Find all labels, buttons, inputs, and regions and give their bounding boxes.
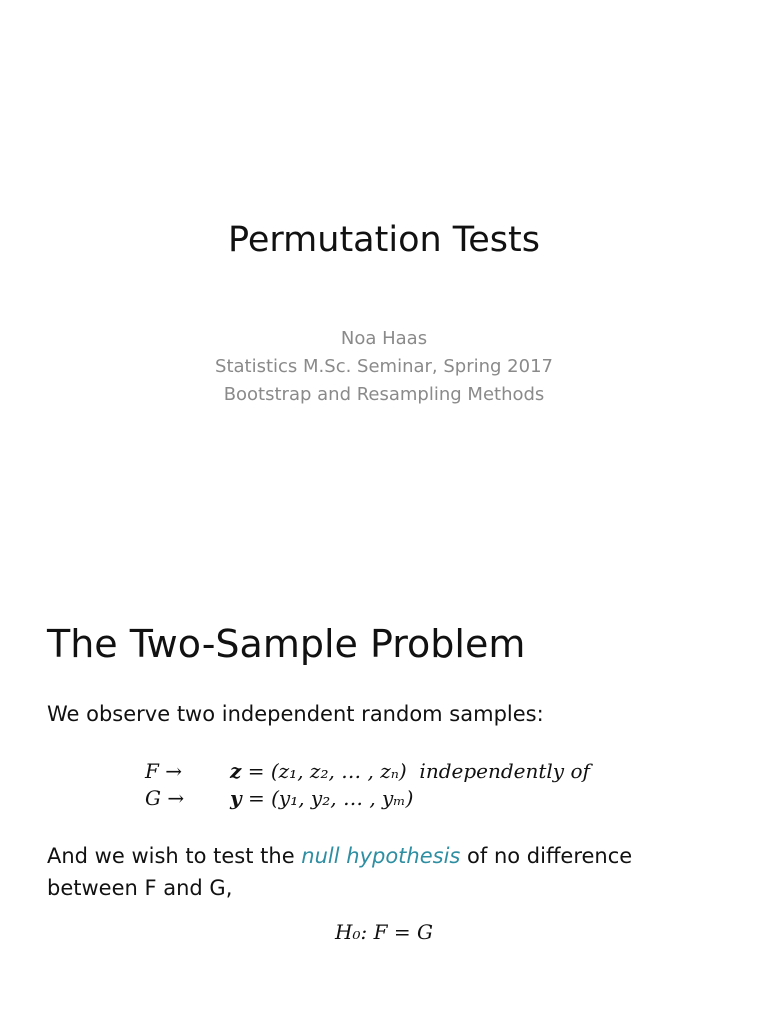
slide-heading: The Two-Sample Problem — [47, 622, 526, 666]
wish-prefix: And we wish to test the — [47, 844, 302, 868]
independence-note: independently of — [419, 759, 590, 783]
y-values: = (y₁, y₂, … , yₘ) — [247, 786, 414, 810]
between-text: between F and G, — [47, 876, 233, 900]
hypothesis-sentence — [47, 844, 632, 868]
z-values: = (z₁, z₂, … , zₙ) — [247, 759, 407, 783]
f-distribution-label: F → — [145, 759, 182, 783]
z-sample-equation — [230, 759, 590, 783]
author-name: Noa Haas — [340, 328, 428, 349]
wish-suffix: of no difference — [460, 844, 633, 868]
h0-equation: H₀: F = G — [335, 920, 433, 944]
seminar-name: Statistics M.Sc. Seminar, Spring 2017 — [215, 356, 553, 377]
content-slide — [0, 512, 768, 1024]
null-hypothesis-term: null hypothesis — [301, 844, 461, 868]
z-variable: z — [230, 759, 242, 783]
y-variable: y — [230, 786, 242, 810]
seminar-topic: Bootstrap and Resampling Methods — [223, 384, 545, 405]
y-sample-equation — [230, 786, 413, 810]
g-distribution-label: G → — [145, 786, 185, 810]
intro-text: We observe two independent random samples: — [47, 702, 544, 726]
slide-title: Permutation Tests — [228, 220, 540, 260]
